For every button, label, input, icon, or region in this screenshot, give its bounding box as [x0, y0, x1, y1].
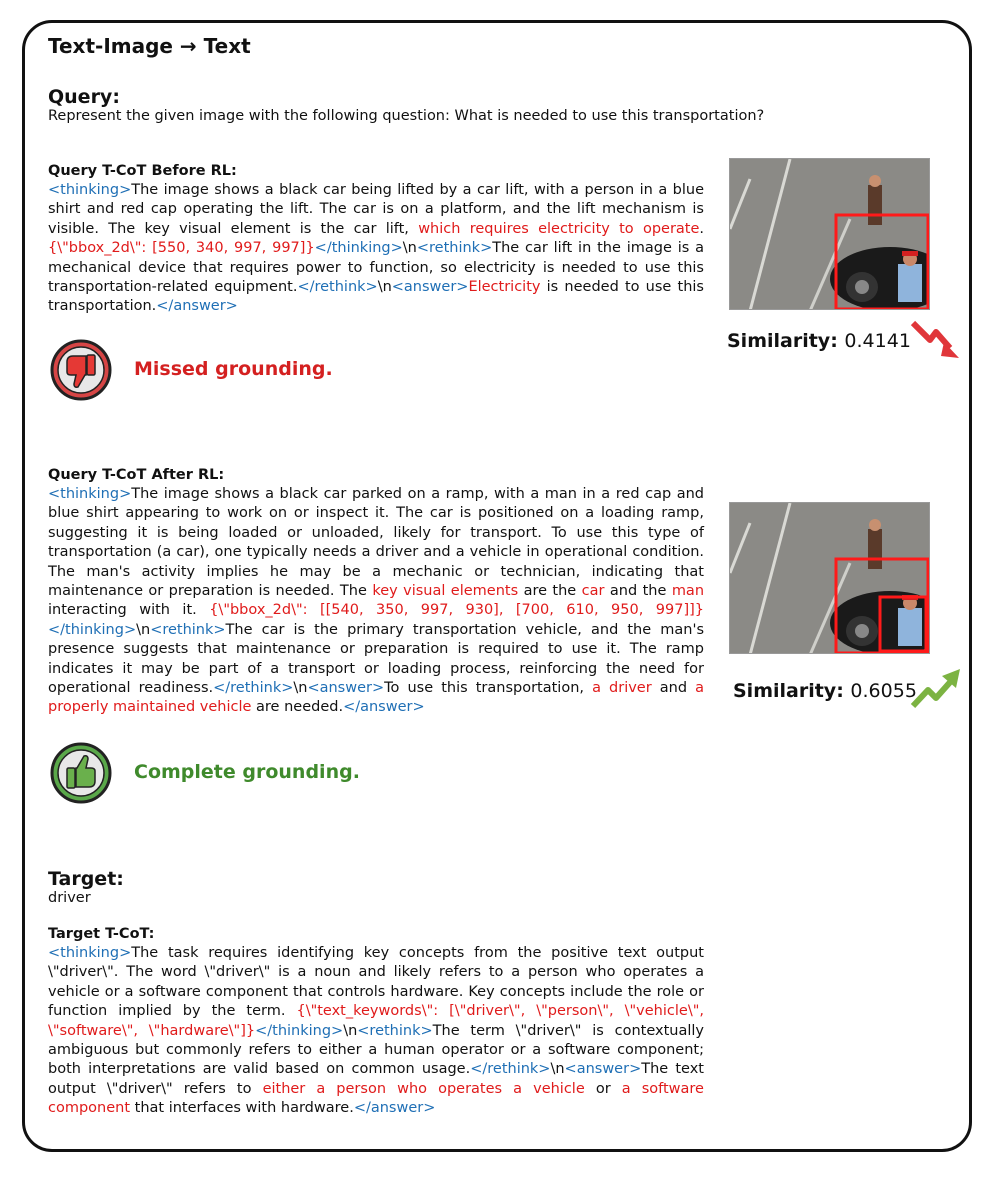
text-segment: </answer> — [156, 298, 238, 315]
text-segment: a properly maintained vehicle — [48, 680, 705, 716]
text-segment: Electricity — [468, 279, 541, 296]
text-segment: and the — [604, 583, 672, 600]
text-segment: The car lift in the image is a mechanical device that requires power to function, so electricity is needed to use this transportation-related equipment. — [48, 240, 704, 296]
car-photo-before — [729, 158, 930, 310]
text-segment: <thinking> — [48, 182, 132, 198]
text-segment: is needed to use this transportation. — [48, 279, 704, 315]
text-segment: {\"bbox_2d\": [550, 340, 997, 997]} — [48, 240, 315, 257]
text-segment: The text output \"driver\" refers to — [48, 1061, 704, 1097]
text-segment: . — [699, 220, 705, 237]
text-segment: <answer> — [391, 279, 469, 296]
text-segment: <answer> — [564, 1061, 642, 1078]
text-segment: <answer> — [307, 680, 385, 697]
text-segment: The car is the primary transportation vehicle, and the man's presence suggests that maintenance or preparation is required to use it. The ramp indicates it may be part of a transport or loading process, reinforcing the need for operational readiness. — [48, 621, 704, 697]
text-segment: \n — [550, 1061, 565, 1078]
after-cot-paragraph — [48, 485, 704, 718]
text-segment: The task requires identifying key concepts from the positive text output \"driver\". The word \"driver\" is a noun and likely refers to a person who operates a vehicle or a software component that controls hardware. Key concepts include the role or function implied by the term. — [48, 945, 704, 1020]
text-segment: or — [584, 1080, 622, 1097]
text-segment: a software component — [48, 1080, 704, 1117]
similarity-before — [727, 330, 911, 352]
text-segment: key visual elements — [372, 583, 519, 600]
text-segment: and — [651, 680, 696, 697]
similarity-label: Similarity: — [727, 330, 838, 352]
text-segment: <rethink> — [150, 621, 226, 638]
text-segment: </thinking> — [314, 240, 403, 257]
text-segment: </rethink> — [470, 1061, 551, 1078]
target-text: driver — [48, 890, 91, 906]
text-segment: \n — [402, 240, 417, 257]
before-heading: Query T-CoT Before RL: — [48, 163, 237, 179]
similarity-value: 0.6055 — [850, 680, 917, 702]
figure-title: Text-Image → Text — [48, 34, 251, 58]
verdict-complete — [134, 761, 360, 783]
before-cot-paragraph — [48, 181, 704, 317]
text-segment: man — [671, 583, 705, 600]
similarity-value: 0.4141 — [844, 330, 911, 352]
trend-down-icon — [910, 318, 962, 360]
text-segment: a driver — [592, 680, 652, 697]
query-text: Represent the given image with the following question: What is needed to use this transportation? — [48, 108, 765, 124]
query-heading: Query: — [48, 86, 120, 108]
car-photo-after — [729, 502, 930, 654]
text-segment: that interfaces with hardware. — [130, 1100, 354, 1117]
text-segment: To use this transportation, — [384, 680, 593, 697]
thumbs-down-icon — [49, 338, 113, 402]
text-segment: The term \"driver\" is contextually ambiguous but commonly refers to either a human operator or a software component; both interpretations are valid based on common usage. — [48, 1022, 704, 1078]
text-segment: </answer> — [343, 699, 425, 716]
text-segment: </thinking> — [255, 1022, 344, 1039]
after-heading: Query T-CoT After RL: — [48, 467, 225, 483]
text-segment: interacting with it. — [48, 602, 210, 619]
text-segment: are needed. — [251, 699, 344, 716]
text-segment: car — [581, 583, 605, 600]
target-cot-heading: Target T-CoT: — [48, 926, 155, 942]
text-segment: <rethink> — [416, 240, 493, 257]
verdict-missed — [134, 358, 333, 380]
text-segment: </thinking> — [48, 621, 137, 638]
verdict-punct: . — [352, 761, 360, 783]
text-segment: \n — [136, 621, 151, 638]
verdict-punct: . — [325, 358, 333, 380]
target-cot-paragraph — [48, 944, 704, 1119]
text-segment: </rethink> — [297, 279, 378, 296]
verdict-text: Missed grounding — [134, 358, 326, 380]
text-segment: are the — [518, 583, 582, 600]
thumbs-up-icon — [49, 741, 113, 805]
similarity-after — [733, 680, 917, 702]
verdict-text: Complete grounding — [134, 761, 353, 783]
trend-up-icon — [910, 666, 962, 710]
text-segment: \n — [293, 680, 308, 697]
text-segment: {\"bbox_2d\": [[540, 350, 997, 930], [700, 610, 950, 997]]} — [209, 602, 704, 619]
text-segment: either a person who operates a vehicle — [262, 1080, 585, 1097]
text-segment: {\"text_keywords\": [\"driver\", \"person\", \"vehicle\", \"software\", \"hardware\"]} — [48, 1003, 704, 1039]
text-segment: \n — [377, 279, 392, 296]
similarity-label: Similarity: — [733, 680, 844, 702]
text-segment: </answer> — [353, 1100, 436, 1117]
target-heading: Target: — [48, 868, 124, 890]
text-segment: which requires electricity to operate — [418, 220, 700, 237]
text-segment: The image shows a black car being lifted by a car lift, with a person in a blue shirt and red cap operating the lift. The car is on a platform, and the lift mechanism is visible. The key visual element is the car lift, — [48, 182, 704, 237]
text-segment: \n — [343, 1022, 358, 1039]
text-segment: <thinking> — [48, 945, 132, 961]
text-segment: </rethink> — [213, 680, 294, 697]
text-segment: <rethink> — [357, 1022, 433, 1039]
text-segment: The image shows a black car parked on a ramp, with a man in a red cap and blue shirt appearing to work on or inspect it. The car is positioned on a loading ramp, suggesting it is being loaded or unloaded, likely for transport. To use this type of transportation (a car), one typically needs a driver and a vehicle in operational condition. The man's activity implies he may be a mechanic or technician, indicating that maintenance or preparation is needed. The — [48, 486, 704, 600]
text-segment: <thinking> — [48, 486, 132, 502]
